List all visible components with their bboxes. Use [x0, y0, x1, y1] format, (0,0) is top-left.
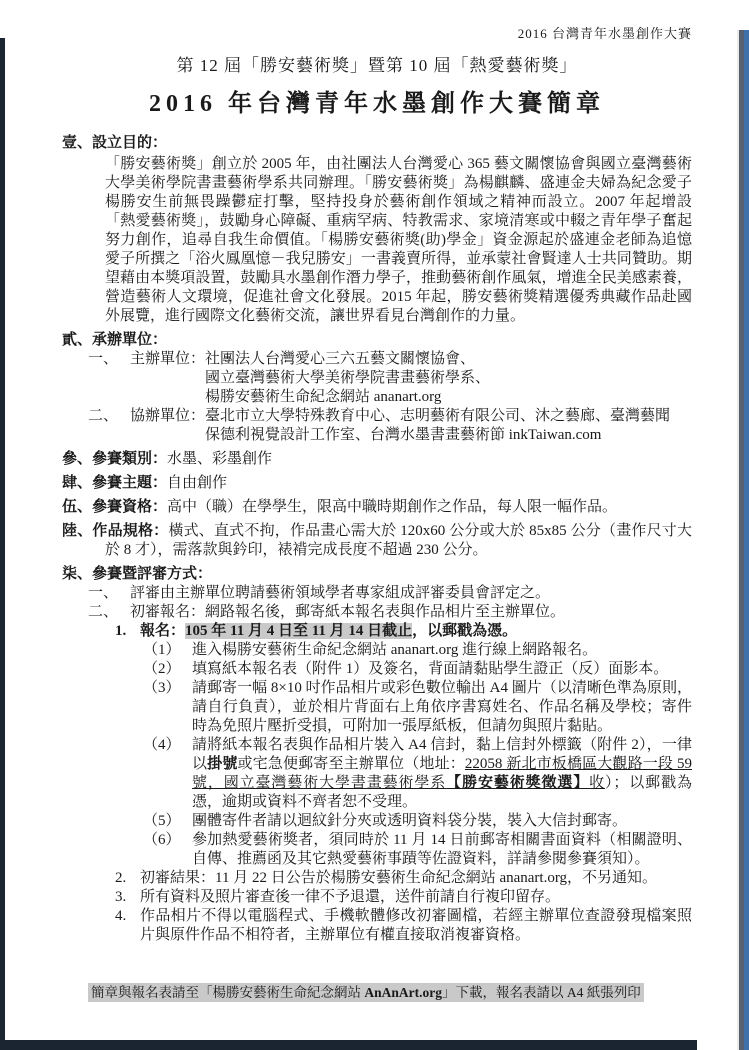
section-3-label: 參、參賽類別：	[62, 451, 168, 467]
organizer-name: 社團法人台灣愛心三六五藝文關懷協會、	[205, 351, 476, 367]
registered-mail-bold: 掛號	[207, 756, 238, 772]
review-item-2-text: 初審報名：網路報名後，郵寄紙本報名表與作品相片至主辦單位。	[130, 604, 566, 620]
item-number: 1.	[115, 623, 127, 639]
page-left-shadow-edge	[0, 38, 5, 1050]
footer-url-bold: AnAnArt.org	[364, 985, 442, 1000]
result-item-text: 初審結果：11 月 22 日公告於楊勝安藝術生命紀念網站 ananart.org，不另通知。	[140, 870, 658, 886]
organizer-name: 楊勝安藝術生命紀念網站 ananart.org	[205, 389, 442, 405]
co-organizer-name: 保德利視覺設計工作室、台灣水墨書畫藝術節 inkTaiwan.com	[205, 427, 602, 443]
organizer-name: 國立臺灣藝術大學美術學院書畫藝術學系、	[205, 370, 491, 386]
section-2-label: 貳、承辦單位：	[62, 332, 168, 348]
item-number: 一、	[88, 351, 119, 367]
step-5	[143, 812, 692, 831]
organizer-content	[130, 350, 692, 407]
item-number: （3）	[143, 680, 181, 696]
step-4-seg1: 請將紙本報名表與作品相片裝入 A4 信封，黏上信封外標籤（附件 2），一律以	[192, 737, 692, 772]
co-organizer-label: 協辦單位：	[130, 408, 206, 424]
section-6-text: 橫式、直式不拘，作品畫心需大於 120x60 公分或大於 85x85 公分（畫作尺寸大於 8 才），需落款與鈐印，裱褙完成長度不超過 230 公分。	[105, 523, 692, 558]
review-item-1	[88, 584, 692, 603]
no-return-item-text: 所有資料及照片審查後一律不予退還，送件前請自行複印留存。	[140, 889, 561, 905]
step-4	[143, 736, 692, 812]
viewer-right-edge	[737, 30, 749, 1050]
running-header: 2016 台灣青年水墨創作大賽	[517, 26, 692, 41]
section-6-label: 陸、作品規格：	[62, 523, 169, 539]
section-4	[62, 474, 692, 493]
footer-seg2: 」下載，報名表請以 A4 紙張列印	[442, 985, 641, 1000]
item-number: （6）	[143, 832, 181, 848]
step-6	[143, 831, 692, 869]
step-2-text: 填寫紙本報名表（附件 1）及簽名，背面請黏貼學生證正（反）面影本。	[192, 661, 669, 677]
item-number: （2）	[143, 661, 181, 677]
section-7-label: 柒、參賽暨評審方式：	[62, 566, 213, 582]
item-number: （5）	[143, 813, 181, 829]
registration-deadline-text	[140, 622, 692, 641]
address-recipient: 收	[589, 775, 606, 791]
organizer-line	[130, 350, 692, 369]
step-3	[143, 679, 692, 736]
step-1	[143, 641, 692, 660]
subtitle: 第 12 屆「勝安藝術獎」暨第 10 屆「熱愛藝術獎」	[176, 56, 578, 75]
review-item-1-text: 評審由主辦單位聘請藝術領域學者專家組成評審委員會評定之。	[130, 585, 551, 601]
no-return-item	[115, 888, 692, 907]
section-1-paragraph: 「勝安藝術獎」創立於 2005 年，由社團法人台灣愛心 365 藝文關懷協會與國立臺灣藝術大學美術學院書畫藝術學系共同辦理。「勝安藝術獎」為楊麒麟、盛連金夫婦為紀念愛子楊勝安生前無畏躁鬱症打擊，堅持投身於藝術創作領域之精神而設立。2007 年起增設「熱愛藝術獎」，鼓勵身心障礙、重病罕病、特教需求、家境清寒或中輟之青年學子奮起努力創作，追尋自我生命價值。「楊勝安藝術獎(助)學金」資金源起於盛連金老師為追憶愛子所撰之「浴火鳳凰憶－我兒勝安」一書義賣所得，並承蒙社會賢達人士共同贊助。期望藉由本獎項設置，鼓勵具水墨創作潛力學子，推動藝術創作風氣，增進全民美感素養，營造藝術人文環境，促進社會文化發展。2015 年起，勝安藝術獎精選優秀典藏作品赴國外展覽，進行國際文化藝術交流，讓世界看見台灣創作的力量。	[105, 156, 692, 324]
step-4-seg2: 或宅急便郵寄至主辦單位（地址：	[237, 756, 465, 772]
step-2	[143, 660, 692, 679]
item-number: 一、	[88, 585, 119, 601]
footer-note	[88, 983, 692, 1002]
section-3-text: 水墨、彩墨創作	[167, 451, 273, 467]
step-4-text	[192, 736, 692, 812]
deadline-suffix: ，以郵戳為憑。	[412, 623, 518, 639]
footer-note-box	[88, 983, 644, 1002]
section-4-label: 肆、參賽主題：	[62, 475, 168, 491]
step-1-text: 進入楊勝安藝術生命紀念網站 ananart.org 進行線上網路報名。	[192, 642, 598, 658]
co-organizer-line	[130, 407, 692, 426]
mailing-address: 22058 新北市板橋區大觀路一段 59 號，國立臺灣藝術大學書畫藝術學系	[192, 756, 692, 791]
section-1-label: 壹、設立目的：	[62, 135, 168, 151]
deadline-prefix: 報名：	[140, 623, 186, 639]
item-number: 二、	[88, 408, 119, 424]
deadline-highlight: 105 年 11 月 4 日至 11 月 14 日截止	[185, 623, 413, 639]
co-organizer-content	[130, 407, 692, 445]
section-5	[62, 498, 692, 517]
item-number: 4.	[115, 908, 127, 924]
review-item-2	[88, 603, 692, 622]
no-edit-item	[115, 907, 692, 945]
item-number: （4）	[143, 737, 181, 753]
step-4-seg3: ）；以郵戳為憑，逾期或資料不齊者恕不受理。	[192, 775, 692, 810]
item-number: 二、	[88, 604, 119, 620]
item-number: 3.	[115, 889, 127, 905]
result-item	[115, 869, 692, 888]
section-6	[62, 522, 692, 560]
registration-deadline-item	[115, 622, 692, 641]
section-5-text: 高中（職）在學學生，限高中職時期創作之作品，每人限一幅作品。	[167, 499, 618, 515]
step-5-text: 團體寄件者請以迴紋針分夾或透明資料袋分裝，裝入大信封郵寄。	[192, 813, 628, 829]
section-4-text: 自由創作	[167, 475, 228, 491]
no-edit-item-text: 作品相片不得以電腦程式、手機軟體修改初審圖檔，若經主辦單位查證發現檔案照片與原件作品不相符者，主辦單位有權直接取消複審資格。	[140, 908, 692, 943]
organizer-item	[88, 350, 692, 407]
item-number: （1）	[143, 642, 181, 658]
award-label-bold: 【勝安藝術獎徵選】	[446, 775, 590, 791]
section-3	[62, 450, 692, 469]
step-6-text: 參加熱愛藝術獎者，須同時於 11 月 14 日前郵寄相關書面資料（相關證明、自傳、推薦函及其它熱愛藝術事蹟等佐證資料，詳請參閱參賽須知）。	[192, 832, 692, 867]
item-number: 2.	[115, 870, 127, 886]
step-3-text: 請郵寄一幅 8×10 吋作品相片或彩色數位輸出 A4 圖片（以清晰色準為原則，請自行負責），並於相片背面右上角依序書寫姓名、作品名稱及學校；寄件時為免照片壓折受損，可附加一張厚紙板，但請勿與照片黏貼。	[192, 680, 692, 734]
footer-seg1: 簡章與報名表請至「楊勝安藝術生命紀念網站	[91, 985, 365, 1000]
co-organizer-item	[88, 407, 692, 445]
page-bottom-shadow-edge	[0, 1040, 697, 1050]
document-body	[62, 134, 692, 1002]
co-organizer-name: 臺北市立大學特殊教育中心、志明藝術有限公司、沐之藝廊、臺灣藝聞	[205, 408, 671, 424]
page-title: 2016 年台灣青年水墨創作大賽簡章	[149, 91, 605, 117]
organizer-label: 主辦單位：	[130, 351, 206, 367]
section-5-label: 伍、參賽資格：	[62, 499, 168, 515]
